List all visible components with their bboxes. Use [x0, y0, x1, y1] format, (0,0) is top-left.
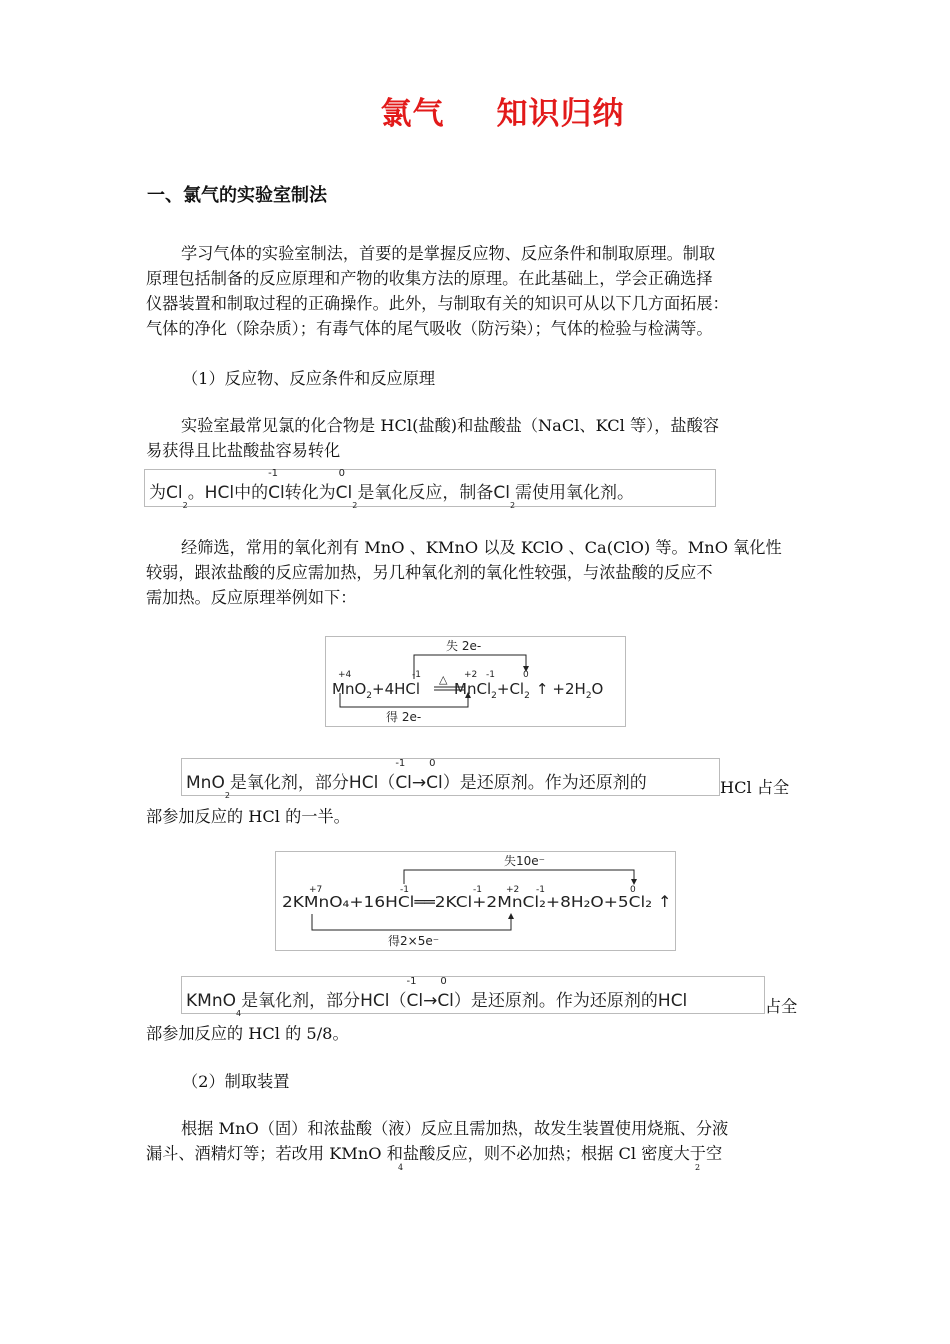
- subheading-reaction-principle: （1）反应物、反应条件和反应原理: [182, 369, 436, 388]
- note-text: 是氧化反应，制备Cl: [357, 483, 510, 503]
- kmno4-note-line2: 部参加反应的 HCl 的 5/8。: [146, 1024, 349, 1043]
- footnote-subscript: 4: [398, 1163, 404, 1172]
- oxidation-state: -1: [400, 885, 409, 895]
- heat-symbol: △: [439, 673, 448, 686]
- chlorine-symbol: Cl: [335, 483, 353, 503]
- kmno4-equation-diagram: [276, 852, 675, 950]
- oxidation-state: -1: [412, 670, 421, 680]
- note-text: ）是还原剂。作为还原剂的HCl: [453, 991, 688, 1011]
- kmno4-note-image: [181, 976, 765, 1018]
- apparatus-paragraph: [146, 1116, 816, 1166]
- mno2-note-image: [181, 758, 720, 800]
- kmno4-note-tail: 占全: [765, 997, 798, 1016]
- chlorine-symbol: Cl: [437, 991, 454, 1011]
- chlorine-symbol: Cl: [268, 483, 285, 503]
- oxidation-state: +7: [309, 885, 323, 895]
- oxidation-state: 0: [440, 976, 447, 987]
- paragraph-line: 较弱，跟浓盐酸的反应需加热，另几种氧化剂的氧化性较强，与浓盐酸的反应不: [146, 563, 713, 582]
- paragraph-line: 漏斗、酒精灯等；若改用 KMnO 和盐酸反应，则不必加热；根据 Cl 密度大于空: [146, 1144, 723, 1163]
- arrow-icon: →: [423, 991, 438, 1011]
- mno2-equation-image: [325, 636, 626, 727]
- electron-gain-label: 得2×5e⁻: [388, 934, 440, 948]
- oxidation-state: 0: [338, 468, 346, 479]
- oxidant-paragraph: [146, 535, 816, 610]
- subscript: 4: [235, 1009, 242, 1018]
- equation-formula: 2KMnO₄+16HCl══2KCl+2MnCl₂+8H₂O+5Cl₂: [282, 893, 652, 911]
- oxidation-note-image: [144, 468, 716, 510]
- chlorine-symbol: Cl: [395, 773, 412, 793]
- oxidation-state: -1: [268, 468, 279, 479]
- footnote-subscript: 2: [695, 1163, 701, 1172]
- intro-line: 气体的净化（除杂质）；有毒气体的尾气吸收（防污染）；气体的检验与检满等。: [146, 319, 713, 338]
- subscript: 2: [224, 791, 230, 800]
- oxidation-state: +4: [338, 670, 352, 680]
- note-text: MnO: [186, 773, 225, 793]
- intro-line: 仪器装置和制取过程的正确操作。此外，与制取有关的知识可从以下几方面拓展：: [146, 294, 729, 313]
- oxidation-state: 0: [523, 670, 529, 680]
- note-text: 转化为: [284, 483, 336, 503]
- section-heading: 一、氯气的实验室制法: [147, 185, 327, 206]
- title-left: 氯气: [380, 96, 445, 132]
- title-right: 知识归纳: [496, 96, 625, 132]
- oxidation-state: -1: [473, 885, 482, 895]
- paragraph-line: 易获得且比盐酸盐容易转化: [146, 441, 341, 460]
- subscript: 2: [182, 501, 188, 510]
- oxidation-state: -1: [406, 976, 417, 987]
- oxidation-state: 0: [630, 885, 636, 895]
- chlorine-symbol: Cl: [426, 773, 443, 793]
- intro-line: 学习气体的实验室制法，首要的是掌握反应物、反应条件和制取原理。制取: [181, 244, 716, 263]
- note-text: ）是还原剂。作为还原剂的: [442, 773, 647, 793]
- mno2-note-line2: 部参加反应的 HCl 的一半。: [146, 807, 350, 826]
- note-text: 是氧化剂，部分HCl（: [229, 773, 396, 793]
- note-text: 需使用氧化剂。: [515, 483, 635, 503]
- gas-arrow-icon: ↑: [658, 892, 672, 911]
- oxidation-state: -1: [395, 758, 406, 769]
- oxidation-state: -1: [536, 885, 545, 895]
- equation-formula: MnO$_2$+4HCl $MnCl_2+Cl_2$ ↑ $+2H_2O$: [332, 680, 604, 701]
- chloride-paragraph: [146, 413, 816, 463]
- mno2-note-tail: HCl 占全: [720, 778, 790, 797]
- intro-line: 原理包括制备的反应原理和产物的收集方法的原理。在此基础上，学会正确选择: [146, 269, 713, 288]
- electron-loss-label: 失 2e-: [446, 639, 482, 653]
- electron-loss-label: 失10e⁻: [504, 854, 545, 868]
- paragraph-line: 需加热。反应原理举例如下：: [146, 588, 357, 607]
- paragraph-line: 经筛选，常用的氧化剂有 MnO 、KMnO 以及 KClO 、Ca(ClO) 等。MnO 氧化性: [181, 538, 782, 557]
- note-text: KMnO: [186, 991, 236, 1011]
- subscript: 2: [352, 501, 358, 510]
- page-title: [0, 88, 950, 133]
- chlorine-symbol: Cl: [406, 991, 424, 1011]
- subheading-apparatus: （2）制取装置: [182, 1072, 290, 1091]
- oxidation-state: 0: [429, 758, 436, 769]
- oxidation-state: -1: [486, 670, 495, 680]
- note-text: 。HCl中的: [187, 483, 269, 503]
- subscript: 2: [509, 501, 516, 510]
- kmno4-equation-image: [275, 851, 676, 951]
- note-text: 为Cl: [149, 483, 183, 503]
- electron-gain-label: 得 2e-: [386, 710, 422, 724]
- arrow-icon: →: [411, 773, 427, 793]
- paragraph-line: 实验室最常见氯的化合物是 HCl(盐酸)和盐酸盐（NaCl、KCl 等），盐酸容: [181, 416, 719, 435]
- mno2-equation-diagram: [326, 637, 625, 726]
- note-text: 是氧化剂，部分HCl（: [241, 991, 407, 1011]
- paragraph-line: 根据 MnO（固）和浓盐酸（液）反应且需加热，故发生装置使用烧瓶、分液: [181, 1119, 729, 1138]
- intro-paragraph: [146, 241, 816, 341]
- oxidation-state: +2: [506, 885, 520, 895]
- oxidation-state: +2: [464, 670, 478, 680]
